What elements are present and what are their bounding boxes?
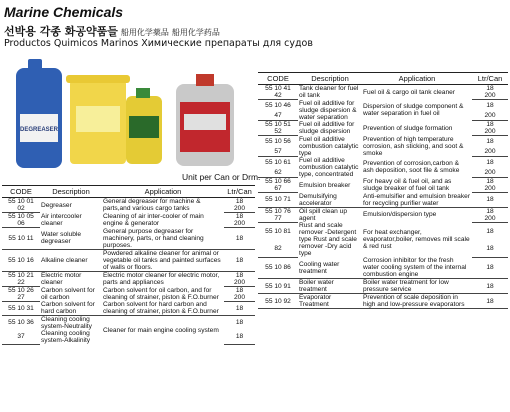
product-application: Powdered alkaline cleaner for animal or vegetable oil tanks and painted surfaces of walls or floors. [102, 249, 224, 271]
table-row [2, 228, 255, 250]
product-code: 55 10 91 [258, 279, 298, 294]
product-code: 55 10 26 [8, 286, 34, 294]
product-application: Cleaner for main engine cooling system [103, 326, 219, 334]
product-application: Fuel oil & cargo oil tank cleaner [363, 88, 455, 96]
product-description: Rust and scale remover -Detergent type Rust and scale remover -Dry acid type [299, 222, 357, 257]
product-unit: 200 [472, 146, 508, 157]
product-application: Prevention of corrosion,carbon & ash deposition, soot file & smoke [363, 160, 460, 174]
product-code: 55 10 86 [258, 257, 298, 279]
product-description: Electric motor cleaner [41, 271, 82, 286]
product-application: General purpose degreaser for machinery, parts, or hand cleaning purposes. [102, 228, 224, 250]
product-description: Emulsion breaker [299, 181, 351, 189]
product-unit: 18 [224, 228, 255, 250]
product-unit: 200 [472, 128, 508, 136]
right-product-table [258, 72, 508, 309]
product-description: Tank cleaner for fuel oil tank [299, 85, 359, 100]
unit-header: Ltr/Can [472, 73, 508, 85]
table-row [258, 121, 508, 129]
product-description: Carbon solvent for hard carbon [40, 301, 102, 316]
product-application: Carbon solvent for oil carbon, and for cleaning of strainer, piston & F.O.burner [103, 286, 219, 301]
right-table-body [258, 85, 508, 309]
product-code: 55 10 61 [265, 158, 291, 166]
table-row [2, 213, 255, 221]
product-application: Prevention of scale deposition in high and low-pressure evaporators [362, 294, 472, 309]
product-code: 55 10 01 [8, 198, 34, 205]
product-unit: 18 [235, 319, 244, 327]
product-description: Alkaline cleaner [40, 249, 102, 271]
product-code: 67 [258, 185, 298, 193]
product-code: 62 [258, 167, 298, 178]
product-unit: 18 [224, 301, 255, 316]
product-description: Fuel oil additive for sludge dispersion & water separation [299, 99, 357, 121]
product-application: Prevention of sludge formation [363, 124, 453, 132]
product-unit: 200 [472, 92, 508, 100]
table-row [258, 193, 508, 208]
product-unit: 18 [235, 198, 244, 205]
product-unit: 200 [472, 185, 508, 193]
product-application: Dispersion of sludge component & water separation in fuel oil [363, 103, 464, 117]
product-code: 42 [258, 92, 298, 100]
product-description: Cleaning cooling system-Neutrality Cleaning cooling system-Alkalinity [41, 316, 92, 344]
multilang-subtitle: Productos Quimicos Marinos Химические препараты для судов [4, 38, 313, 49]
table-row [2, 249, 255, 271]
svg-text:DEGREASER: DEGREASER [19, 127, 59, 133]
product-description: Evaporator Treatment [298, 294, 362, 309]
product-description: Fuel oil additive for sludge dispersion [299, 121, 355, 135]
product-code: 55 10 92 [258, 294, 298, 309]
product-unit: 18 [486, 101, 494, 109]
product-code: 55 10 66 [265, 178, 291, 185]
product-description: Carbon solvent for oil carbon [41, 286, 95, 301]
product-unit: 200 [224, 205, 255, 213]
product-application: Prevention of high temperature corrosion, ash sticking, and soot & smoke [363, 135, 464, 157]
table-row [258, 222, 508, 240]
chinese-title: 船用化学药品 [171, 28, 220, 37]
product-application: Emulsion/dispersion type [363, 211, 437, 219]
table-row [258, 207, 508, 215]
product-application: General degreaser for machine & parts,and various cargo tanks [103, 198, 201, 213]
unit-header: Ltr/Can [224, 186, 255, 198]
product-description: Water soluble degreaser [40, 228, 102, 250]
product-code: 55 10 16 [2, 249, 40, 271]
table-row [2, 198, 255, 206]
product-unit: 200 [472, 167, 508, 178]
table-row [258, 257, 508, 279]
product-code: 55 10 76 [265, 207, 291, 215]
product-code: 47 [258, 110, 298, 121]
product-code: 22 [2, 279, 40, 287]
product-description: Degreaser [41, 201, 72, 209]
product-unit: 200 [224, 220, 255, 228]
product-code: 37 [2, 330, 40, 344]
product-code: 02 [2, 205, 40, 213]
product-unit: 18 [224, 249, 255, 271]
product-photo [8, 56, 253, 170]
product-description: Boiler water treatment [298, 279, 362, 294]
product-unit: 18 [472, 240, 508, 258]
product-code: 55 10 81 [265, 227, 291, 235]
table-row [2, 301, 255, 316]
product-unit: 200 [224, 279, 255, 287]
product-code: 55 10 36 [8, 319, 34, 327]
product-code: 06 [2, 220, 40, 228]
table-row [258, 136, 508, 147]
product-unit: 18 [486, 137, 494, 145]
left-product-table [2, 185, 255, 345]
product-description: Fuel oil additive combustion catalytic type [299, 135, 359, 157]
product-unit: 200 [472, 215, 508, 223]
description-header: Description [298, 73, 362, 85]
code-header: CODE [2, 186, 40, 198]
product-application: Anti-emulsifier and emulsion breaker for recycling purifier water [363, 192, 471, 207]
left-table-body [2, 198, 255, 345]
product-unit: 200 [472, 110, 508, 121]
product-code: 52 [258, 128, 298, 136]
table-row [258, 279, 508, 294]
product-application: Boiler water treatment for low pressure service [362, 279, 472, 294]
product-unit: 18 [472, 294, 508, 309]
product-code: 55 10 05 [8, 213, 34, 220]
product-unit: 18 [486, 227, 494, 235]
product-code: 57 [258, 146, 298, 157]
japanese-title: 船用化学薬品 [120, 28, 169, 37]
product-unit: 200 [224, 294, 255, 302]
code-header: CODE [258, 73, 298, 85]
table-row [2, 286, 255, 294]
product-unit: 18 [472, 193, 508, 208]
table-header-row [2, 186, 255, 198]
product-application: Electric motor cleaner for electric motor, parts and appliances [103, 271, 220, 286]
product-application: For heavy oil & fuel oil, and as sludge breaker of fuel oil tank [363, 178, 452, 192]
product-application: Cleaning of air inter-cooler of main engine & generator [103, 213, 204, 227]
product-description: Cooling water treatment [298, 257, 362, 279]
asian-subtitle [4, 23, 220, 39]
product-code: 27 [2, 294, 40, 302]
product-unit: 18 [486, 158, 494, 166]
description-header: Description [40, 186, 102, 198]
product-unit: 18 [472, 257, 508, 279]
product-code: 55 10 21 [8, 271, 34, 279]
product-description: Demulsifying accelerator [298, 193, 362, 208]
table-row [2, 271, 255, 279]
product-application: For heat exchanger, evaporator,boiler, removes mill scale & red rust [363, 229, 470, 250]
unit-note: Unit per Can or Drm. [182, 172, 261, 182]
table-row [2, 316, 255, 330]
product-code: 55 10 51 [265, 121, 291, 128]
product-code: 55 10 11 [2, 228, 40, 250]
table-row [258, 100, 508, 111]
product-description: Fuel oil additive combustion catalytic type, concentrated [299, 156, 359, 178]
product-description: Oil spill clean up agent [299, 207, 348, 222]
application-header: Application [102, 186, 224, 198]
page-title: Marine Chemicals [4, 4, 124, 20]
korean-title: 선박용 각종 화공약품들 [4, 25, 118, 38]
product-code: 77 [258, 215, 298, 223]
product-code: 82 [258, 240, 298, 258]
product-unit: 18 [224, 330, 255, 344]
product-unit: 18 [235, 286, 244, 294]
product-application: Corrosion inhibitor for the fresh water cooling system of the internal combustion engine [362, 257, 472, 279]
table-row [258, 157, 508, 168]
table-header-row [258, 73, 508, 85]
table-row [258, 178, 508, 186]
product-code: 55 10 41 [265, 85, 291, 92]
product-code: 55 10 31 [2, 301, 40, 316]
product-unit: 18 [472, 279, 508, 294]
product-unit: 18 [486, 121, 494, 128]
product-code: 55 10 71 [258, 193, 298, 208]
product-unit: 18 [486, 85, 494, 92]
product-description: Air intercooler cleaner [41, 213, 82, 227]
table-row [258, 294, 508, 309]
product-unit: 18 [486, 178, 494, 185]
product-application: Carbon solvent for hard carbon and cleaning of strainer, piston & F.O.burner [102, 301, 224, 316]
product-unit: 18 [486, 207, 494, 215]
product-unit: 18 [235, 213, 244, 220]
product-code: 55 10 46 [265, 101, 291, 109]
product-unit: 18 [235, 271, 244, 279]
table-row [258, 85, 508, 93]
application-header: Application [362, 73, 472, 85]
product-code: 55 10 56 [265, 137, 291, 145]
